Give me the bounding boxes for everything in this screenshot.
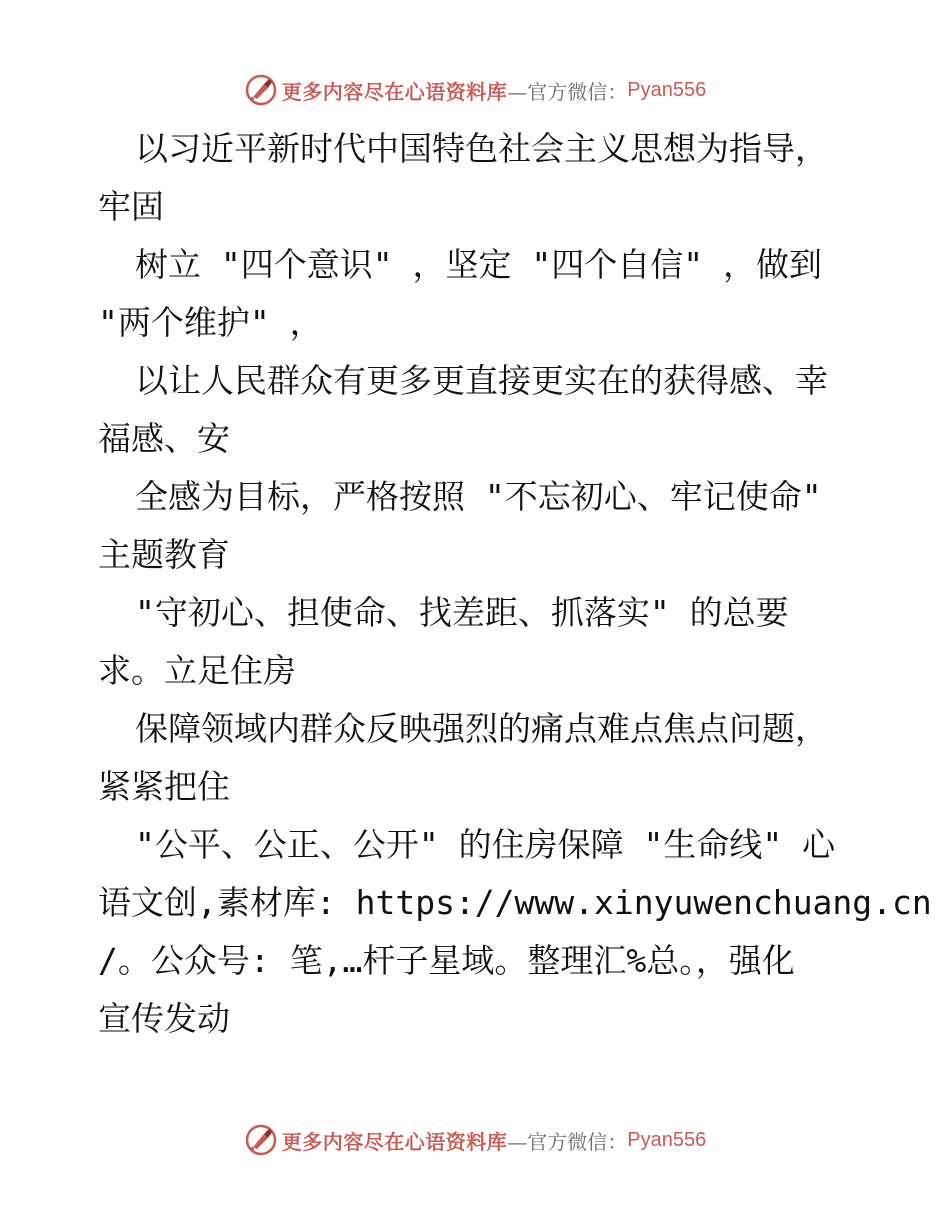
body-line: /。公众号: 笔,…杆子星域。整理汇%总。，强化 bbox=[98, 941, 795, 980]
body-line: 以习近平新时代中国特色社会主义思想为指导， bbox=[135, 129, 828, 168]
body-line: 紧紧把住 bbox=[98, 767, 230, 806]
footer-banner-label: —官方微信： bbox=[507, 1129, 628, 1154]
body-line: 以让人民群众有更多更直接更实在的获得感、幸 bbox=[135, 361, 828, 400]
body-line: 保障领域内群众反映强烈的痛点难点焦点问题， bbox=[135, 709, 828, 748]
footer-banner bbox=[0, 1120, 950, 1160]
pen-nib-logo-icon bbox=[244, 1123, 278, 1157]
body-line: "公平、公正、公开" 的住房保障 "生命线" 心 bbox=[135, 825, 836, 864]
footer-wechat-id: Pyan556 bbox=[627, 1128, 707, 1151]
header-banner-text: 更多内容尽在心语资料库 bbox=[281, 79, 508, 104]
body-line: 宣传发动 bbox=[98, 999, 230, 1038]
body-line: 树立 "四个意识" ，坚定 "四个自信" ，做到 bbox=[135, 245, 822, 284]
header-wechat-id: Pyan556 bbox=[627, 78, 707, 101]
header-banner-label: —官方微信： bbox=[507, 79, 628, 104]
body-line: "守初心、担使命、找差距、抓落实" 的总要 bbox=[135, 593, 789, 632]
body-line: 求。立足住房 bbox=[98, 651, 296, 690]
body-line: 福感、安 bbox=[98, 419, 230, 458]
pen-nib-logo-icon bbox=[244, 73, 278, 107]
body-line: 全感为目标，严格按照 "不忘初心、牢记使命" bbox=[135, 477, 822, 516]
footer-banner-text: 更多内容尽在心语资料库 bbox=[281, 1129, 508, 1154]
body-line: 牢固 bbox=[98, 187, 164, 226]
body-line: "两个维护" ， bbox=[98, 303, 323, 342]
body-line: 主题教育 bbox=[98, 535, 230, 574]
document-body bbox=[98, 120, 932, 1048]
body-line: 语文创,素材库: https://www.xinyuwenchuang.cn bbox=[98, 883, 932, 922]
header-banner bbox=[0, 70, 950, 110]
